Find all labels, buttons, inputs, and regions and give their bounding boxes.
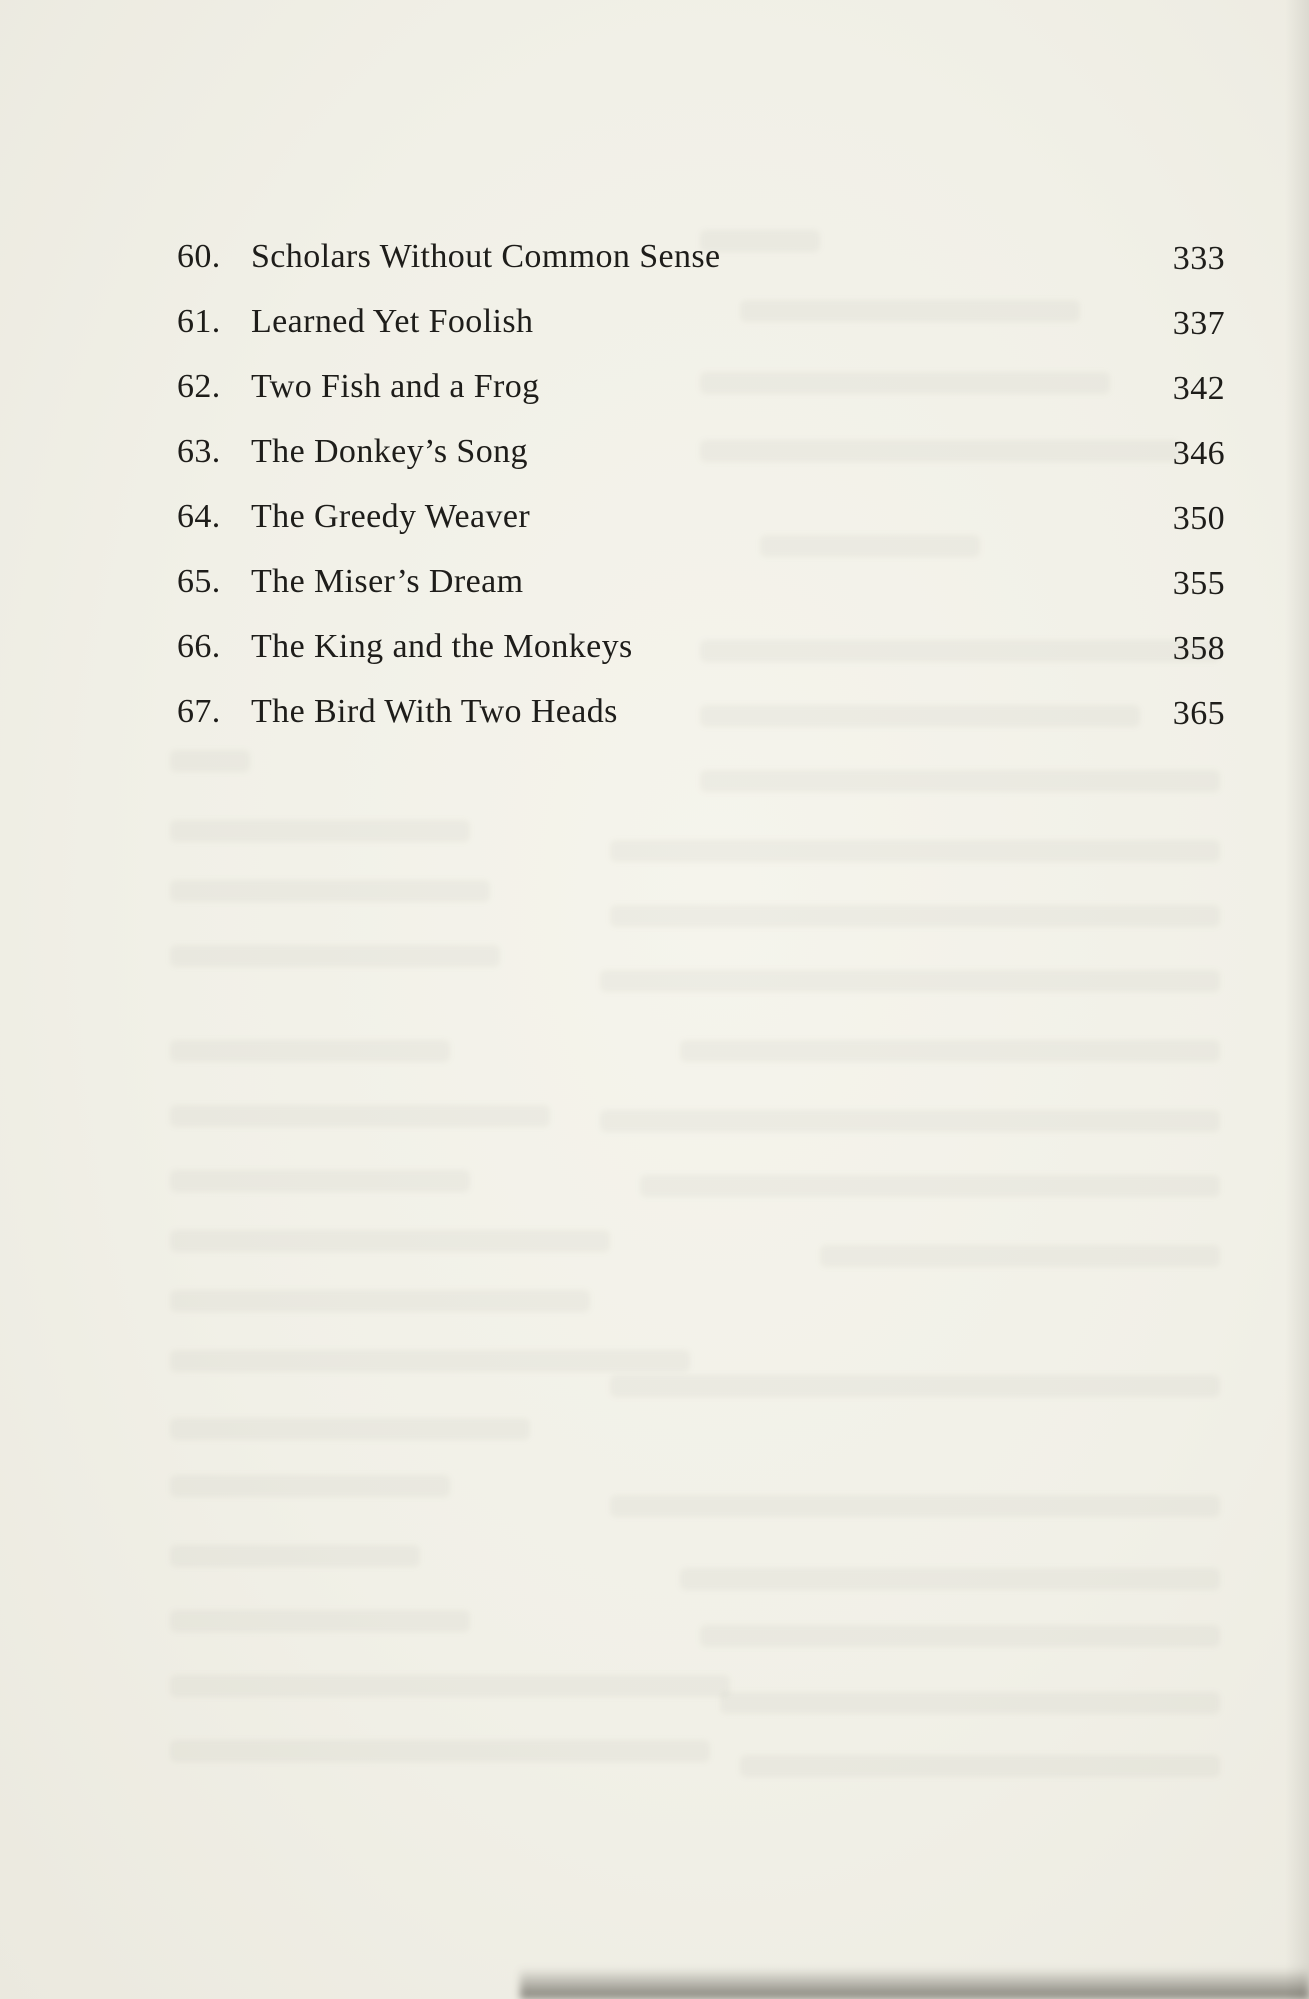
toc-entry xyxy=(177,360,1225,425)
entry-title: The Miser’s Dream xyxy=(251,563,524,600)
entry-number: 66. xyxy=(177,628,221,665)
entry-number: 65. xyxy=(177,563,221,600)
entry-title: The King and the Monkeys xyxy=(251,628,633,665)
entry-page-number: 365 xyxy=(1172,695,1225,732)
toc-entry xyxy=(177,620,1225,685)
toc-entry xyxy=(177,685,1225,750)
entry-number: 61. xyxy=(177,303,221,340)
entry-title: Scholars Without Common Sense xyxy=(251,238,721,275)
entry-title: The Greedy Weaver xyxy=(251,498,531,535)
entry-title: The Bird With Two Heads xyxy=(251,693,618,730)
toc-entry xyxy=(177,555,1225,620)
table-of-contents xyxy=(177,230,1225,750)
entry-page-number: 342 xyxy=(1172,370,1225,407)
entry-page-number: 333 xyxy=(1172,240,1225,277)
entry-page-number: 350 xyxy=(1172,500,1225,537)
toc-entry xyxy=(177,230,1225,295)
entry-page-number: 346 xyxy=(1172,435,1225,472)
entry-number: 62. xyxy=(177,368,221,405)
page-edge-shadow xyxy=(1285,0,1309,1999)
toc-entry xyxy=(177,425,1225,490)
toc-entry xyxy=(177,295,1225,360)
page-bottom-shadow xyxy=(520,1968,1309,1999)
entry-page-number: 358 xyxy=(1172,630,1225,667)
toc-entry xyxy=(177,490,1225,555)
entry-number: 67. xyxy=(177,693,221,730)
entry-title: The Donkey’s Song xyxy=(251,433,528,470)
entry-page-number: 355 xyxy=(1172,565,1225,602)
entry-title: Learned Yet Foolish xyxy=(251,303,534,340)
entry-number: 63. xyxy=(177,433,221,470)
entry-number: 60. xyxy=(177,238,221,275)
entry-title: Two Fish and a Frog xyxy=(251,368,540,405)
entry-number: 64. xyxy=(177,498,221,535)
entry-page-number: 337 xyxy=(1172,305,1225,342)
